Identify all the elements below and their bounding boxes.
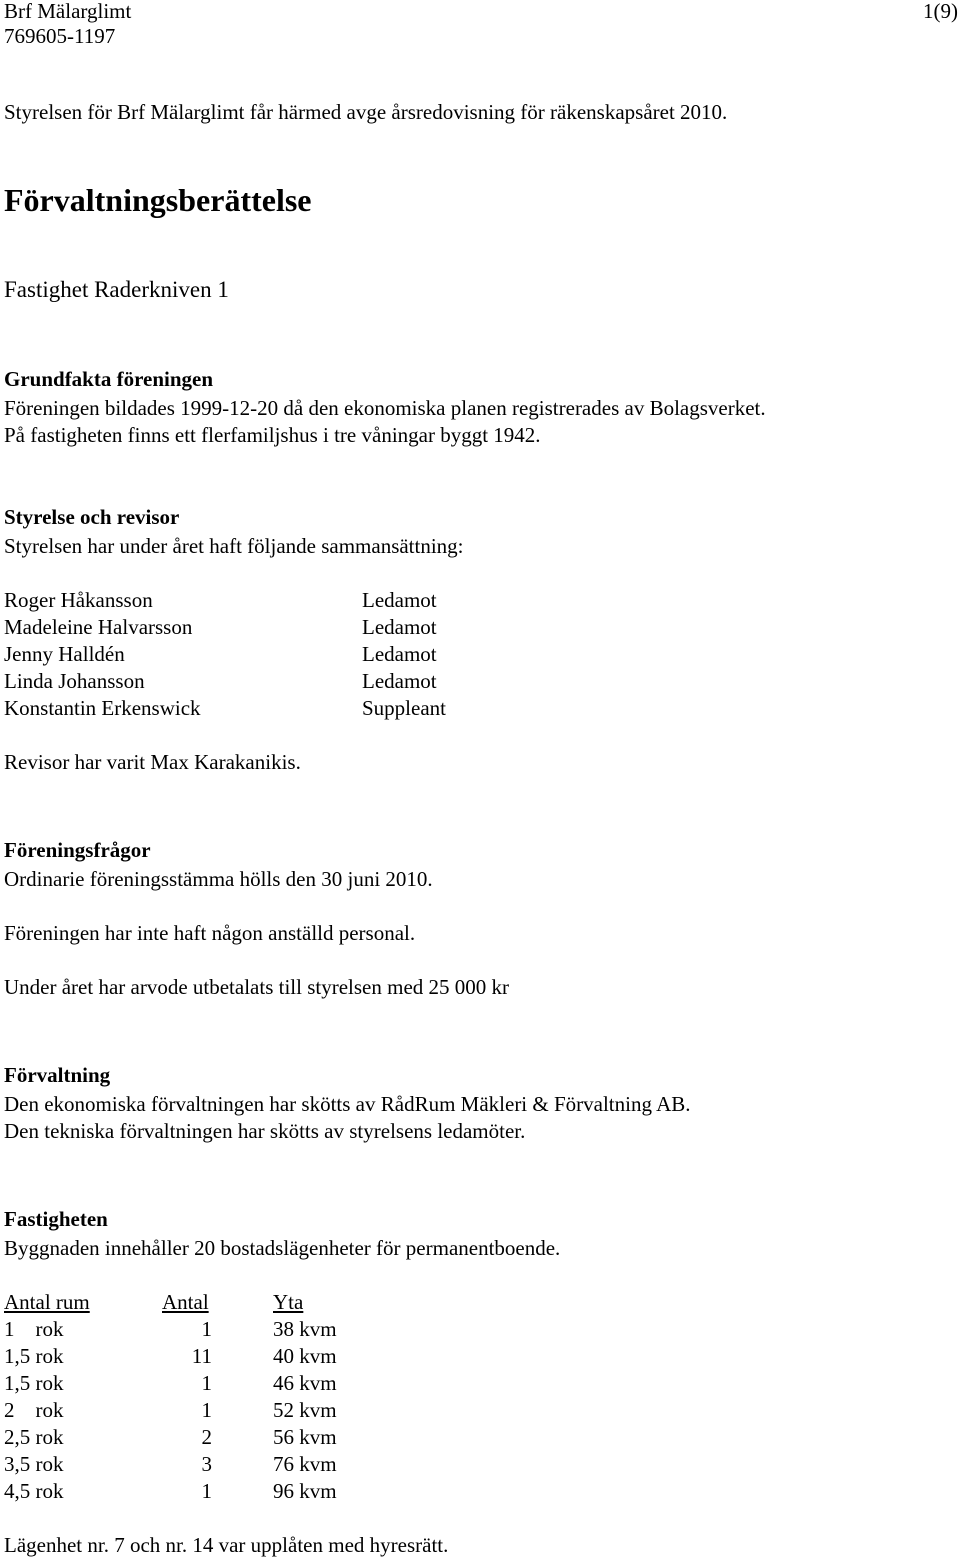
table-cell-area: 52 kvm bbox=[273, 1398, 337, 1422]
member-name: Roger Håkansson bbox=[4, 588, 153, 612]
member-name: Konstantin Erkenswick bbox=[4, 696, 201, 720]
member-role: Ledamot bbox=[362, 615, 437, 639]
member-name: Jenny Halldén bbox=[4, 642, 125, 666]
table-cell-rooms: 4,5 rok bbox=[4, 1479, 64, 1503]
member-role: Ledamot bbox=[362, 642, 437, 666]
section-heading-forvaltning: Förvaltning bbox=[4, 1063, 111, 1087]
org-name: Brf Mälarglimt bbox=[4, 0, 132, 23]
table-cell-area: 38 kvm bbox=[273, 1317, 337, 1341]
grundfakta-line: På fastigheten finns ett flerfamiljshus i tre våningar byggt 1942. bbox=[4, 423, 541, 447]
revisor-text: Revisor har varit Max Karakanikis. bbox=[4, 750, 301, 774]
section-heading-styrelse: Styrelse och revisor bbox=[4, 505, 180, 529]
table-cell-count: 1 bbox=[201, 1371, 212, 1395]
member-name: Madeleine Halvarsson bbox=[4, 615, 193, 639]
grundfakta-line: Föreningen bildades 1999-12-20 då den ekonomiska planen registrerades av Bolagsverket. bbox=[4, 396, 766, 420]
table-cell-rooms: 1,5 rok bbox=[4, 1371, 64, 1395]
fastigheten-intro: Byggnaden innehåller 20 bostadslägenheter för permanentboende. bbox=[4, 1236, 561, 1260]
property-name: Fastighet Raderkniven 1 bbox=[4, 277, 229, 302]
org-number: 769605-1197 bbox=[4, 24, 116, 48]
table-cell-rooms: 2,5 rok bbox=[4, 1425, 64, 1449]
table-cell-count: 3 bbox=[201, 1452, 212, 1476]
section-heading-fastigheten: Fastigheten bbox=[4, 1207, 108, 1231]
page-number: 1(9) bbox=[923, 0, 958, 23]
table-cell-count: 1 bbox=[201, 1398, 212, 1422]
table-cell-area: 76 kvm bbox=[273, 1452, 337, 1476]
foreningsfragor-line: Föreningen har inte haft någon anställd personal. bbox=[4, 921, 416, 945]
table-cell-count: 1 bbox=[201, 1317, 212, 1341]
table-cell-rooms: 1 rok bbox=[4, 1317, 64, 1341]
foreningsfragor-line: Ordinarie föreningsstämma hölls den 30 juni 2010. bbox=[4, 867, 433, 891]
column-header-area: Yta bbox=[273, 1290, 304, 1314]
table-cell-area: 40 kvm bbox=[273, 1344, 337, 1368]
column-header-rooms: Antal rum bbox=[4, 1290, 90, 1314]
section-heading-foreningsfragor: Föreningsfrågor bbox=[4, 838, 151, 862]
table-cell-rooms: 1,5 rok bbox=[4, 1344, 64, 1368]
member-role: Ledamot bbox=[362, 669, 437, 693]
table-cell-area: 56 kvm bbox=[273, 1425, 337, 1449]
section-heading-grundfakta: Grundfakta föreningen bbox=[4, 367, 214, 391]
table-cell-area: 46 kvm bbox=[273, 1371, 337, 1395]
forvaltning-line: Den ekonomiska förvaltningen har skötts av RådRum Mäkleri & Förvaltning AB. bbox=[4, 1092, 691, 1116]
table-cell-count: 1 bbox=[201, 1479, 212, 1503]
table-cell-rooms: 2 rok bbox=[4, 1398, 64, 1422]
member-role: Ledamot bbox=[362, 588, 437, 612]
styrelse-intro: Styrelsen har under året haft följande sammansättning: bbox=[4, 534, 464, 558]
table-cell-rooms: 3,5 rok bbox=[4, 1452, 64, 1476]
rental-note: Lägenhet nr. 7 och nr. 14 var upplåten med hyresrätt. bbox=[4, 1533, 449, 1557]
column-header-count: Antal bbox=[162, 1290, 209, 1314]
member-name: Linda Johansson bbox=[4, 669, 145, 693]
foreningsfragor-line: Under året har arvode utbetalats till styrelsen med 25 000 kr bbox=[4, 975, 510, 999]
member-role: Suppleant bbox=[362, 696, 446, 720]
table-cell-count: 11 bbox=[191, 1344, 212, 1368]
table-cell-area: 96 kvm bbox=[273, 1479, 337, 1503]
page-title: Förvaltningsberättelse bbox=[4, 182, 312, 218]
intro-text: Styrelsen för Brf Mälarglimt får härmed avge årsredovisning för räkenskapsåret 2010. bbox=[4, 100, 728, 124]
table-cell-count: 2 bbox=[201, 1425, 212, 1449]
forvaltning-line: Den tekniska förvaltningen har skötts av styrelsens ledamöter. bbox=[4, 1119, 526, 1143]
